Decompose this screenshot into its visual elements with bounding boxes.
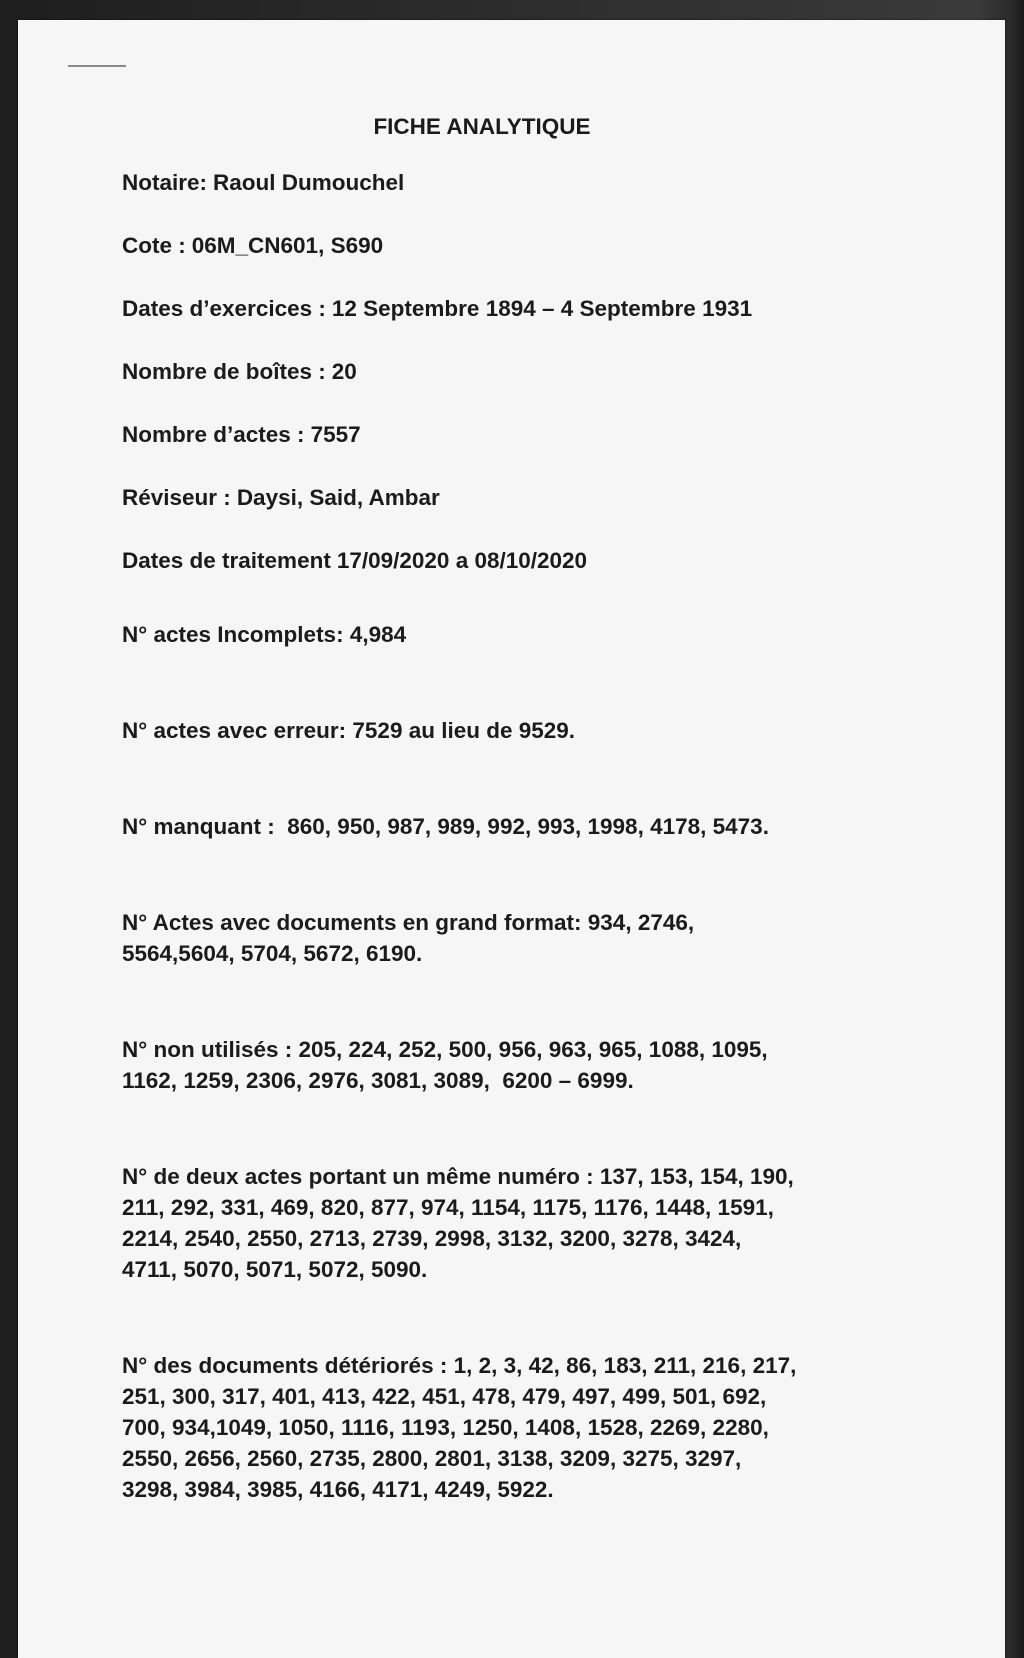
field-nombre-actes xyxy=(122,420,942,450)
field-notaire xyxy=(122,168,942,198)
note-grand-format xyxy=(122,907,942,969)
field-value: 06M_CN601, S690 xyxy=(191,233,384,258)
field-label: Nombre d’actes : xyxy=(122,422,305,447)
note-value: 4,984 xyxy=(349,622,407,647)
note-line: N° non utilisés : 205, 224, 252, 500, 956, 963, 965, 1088, 1095, xyxy=(122,1037,768,1062)
field-value: Daysi, Said, Ambar xyxy=(236,485,440,510)
note-line: 2214, 2540, 2550, 2713, 2739, 2998, 3132, 3200, 3278, 3424, xyxy=(122,1226,742,1251)
note-non-utilises xyxy=(122,1034,942,1096)
document-content xyxy=(122,112,942,1505)
note-deteriores xyxy=(122,1350,942,1505)
note-value: 7529 au lieu de 9529. xyxy=(352,718,576,743)
note-label: N° actes Incomplets: xyxy=(122,622,344,647)
note-line: 2550, 2656, 2560, 2735, 2800, 2801, 3138, 3209, 3275, 3297, xyxy=(122,1446,742,1471)
field-reviseur xyxy=(122,483,942,513)
note-meme-numero xyxy=(122,1161,942,1285)
note-value: 860, 950, 987, 989, 992, 993, 1998, 4178, 5473. xyxy=(287,814,769,839)
note-line: 700, 934,1049, 1050, 1116, 1193, 1250, 1408, 1528, 2269, 2280, xyxy=(122,1415,769,1440)
field-dates-exercices xyxy=(122,294,942,324)
field-value: Raoul Dumouchel xyxy=(213,170,405,195)
note-label: N° manquant : xyxy=(122,814,275,839)
note-line: 1162, 1259, 2306, 2976, 3081, 3089, 6200 – 6999. xyxy=(122,1068,634,1093)
note-manquant xyxy=(122,811,942,842)
pencil-mark xyxy=(68,65,126,67)
note-erreur xyxy=(122,715,942,746)
field-cote xyxy=(122,231,942,261)
field-dates-traitement xyxy=(122,546,942,576)
field-label: Nombre de boîtes : xyxy=(122,359,326,384)
field-label: Dates d’exercices : xyxy=(122,296,326,321)
page-title: FICHE ANALYTIQUE xyxy=(373,114,591,139)
field-label: Réviseur : xyxy=(122,485,231,510)
field-value: 20 xyxy=(331,359,357,384)
note-incomplets xyxy=(122,619,942,650)
note-line: 5564,5604, 5704, 5672, 6190. xyxy=(122,941,423,966)
note-line: N° des documents détériorés : 1, 2, 3, 42, 86, 183, 211, 216, 217, xyxy=(122,1353,797,1378)
note-line: 211, 292, 331, 469, 820, 877, 974, 1154, 1175, 1176, 1448, 1591, xyxy=(122,1195,774,1220)
field-label: Dates de traitement xyxy=(122,548,331,573)
field-value: 7557 xyxy=(310,422,361,447)
field-value: 12 Septembre 1894 – 4 Septembre 1931 xyxy=(331,296,753,321)
note-line: 251, 300, 317, 401, 413, 422, 451, 478, 479, 497, 499, 501, 692, xyxy=(122,1384,767,1409)
field-nombre-boites xyxy=(122,357,942,387)
field-label: Notaire: xyxy=(122,170,208,195)
note-line: N° de deux actes portant un même numéro : 137, 153, 154, 190, xyxy=(122,1164,794,1189)
note-line: N° Actes avec documents en grand format: 934, 2746, xyxy=(122,910,695,935)
field-value: 17/09/2020 a 08/10/2020 xyxy=(336,548,588,573)
note-label: N° actes avec erreur: xyxy=(122,718,347,743)
note-line: 3298, 3984, 3985, 4166, 4171, 4249, 5922. xyxy=(122,1477,554,1502)
field-label: Cote : xyxy=(122,233,186,258)
note-line: 4711, 5070, 5071, 5072, 5090. xyxy=(122,1257,428,1282)
